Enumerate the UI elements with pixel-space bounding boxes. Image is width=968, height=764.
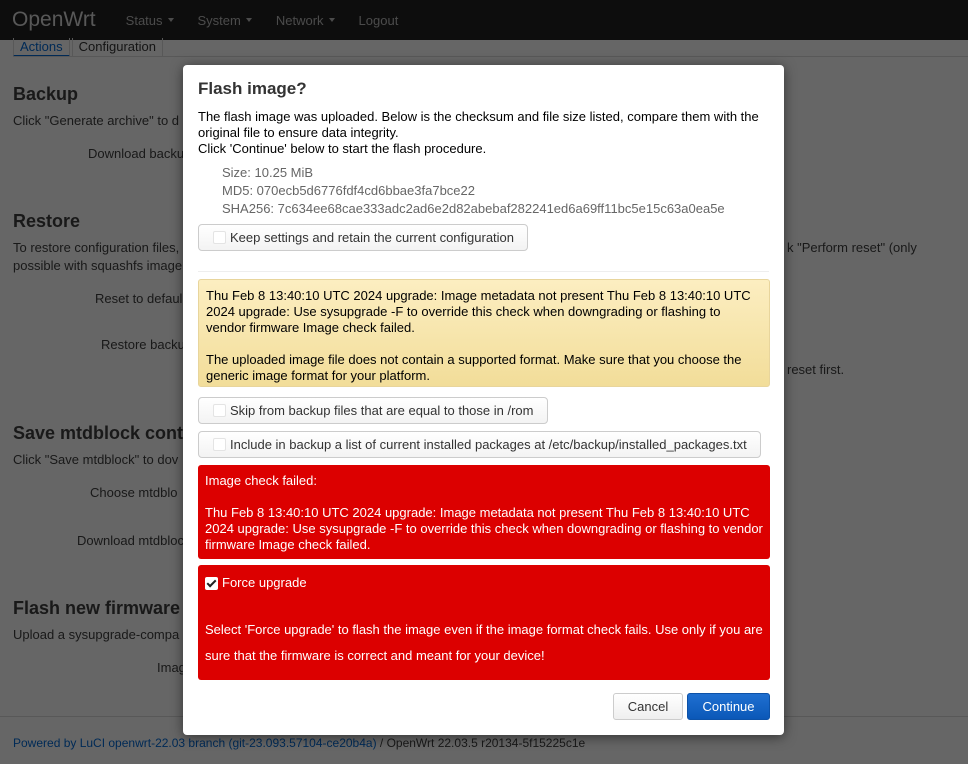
keep-settings-label: Keep settings and retain the current configuration xyxy=(230,230,515,245)
warning-log-text: Thu Feb 8 13:40:10 UTC 2024 upgrade: Image metadata not present Thu Feb 8 13:40:10 UTC 2024 upgrade: Use sysupgrade -F to override this check when downgrading or flashing to vendor firmware Image check failed. xyxy=(206,288,751,335)
keep-settings-toggle[interactable] xyxy=(198,224,528,251)
dialog-intro xyxy=(198,109,773,157)
continue-button[interactable]: Continue xyxy=(687,693,770,720)
intro-continue-text: Click 'Continue' below to start the flash procedure. xyxy=(198,141,487,156)
warning-format-text: The uploaded image file does not contain a supported format. Make sure that you choose the generic image format for your platform. xyxy=(206,352,742,383)
skip-backup-toggle[interactable] xyxy=(198,397,548,424)
force-upgrade-label: Force upgrade xyxy=(222,575,307,590)
file-size: Size: 10.25 MiB xyxy=(222,165,314,180)
cancel-button[interactable]: Cancel xyxy=(613,693,683,720)
sha256-checksum: SHA256: 7c634ee68cae333adc2ad6e2d82abebaf282241ed6a69ff11bc5e15c63a0ea5e xyxy=(222,201,725,216)
force-upgrade-checkbox[interactable] xyxy=(205,577,218,590)
skip-backup-checkbox[interactable] xyxy=(213,404,226,417)
force-upgrade-text: Select 'Force upgrade' to flash the image even if the image format check fails. Use only if you are sure that the firmware is correct and meant for your device! xyxy=(205,622,763,663)
dialog-divider xyxy=(198,271,769,272)
include-packages-toggle[interactable] xyxy=(198,431,761,458)
error-log-text: Thu Feb 8 13:40:10 UTC 2024 upgrade: Image metadata not present Thu Feb 8 13:40:10 UTC 2024 upgrade: Use sysupgrade -F to override this check when downgrading or flashing to vendor firmware Image check failed. xyxy=(205,505,763,552)
keep-settings-checkbox[interactable] xyxy=(213,231,226,244)
md5-checksum: MD5: 070ecb5d6776fdf4cd6bbae3fa7bce22 xyxy=(222,183,475,198)
force-upgrade-toggle[interactable] xyxy=(205,575,763,591)
skip-backup-label: Skip from backup files that are equal to those in /rom xyxy=(230,403,534,418)
image-check-error-alert xyxy=(198,465,770,559)
include-packages-label: Include in backup a list of current installed packages at /etc/backup/installed_packages.txt xyxy=(230,437,747,452)
dialog-title: Flash image? xyxy=(198,79,307,98)
intro-text: The flash image was uploaded. Below is the checksum and file size listed, compare them with the original file to ensure data integrity. xyxy=(198,109,759,140)
error-title: Image check failed: xyxy=(205,473,318,488)
format-warning-alert xyxy=(198,279,770,387)
force-upgrade-alert xyxy=(198,565,770,680)
flash-image-dialog xyxy=(183,65,784,735)
include-packages-checkbox[interactable] xyxy=(213,438,226,451)
